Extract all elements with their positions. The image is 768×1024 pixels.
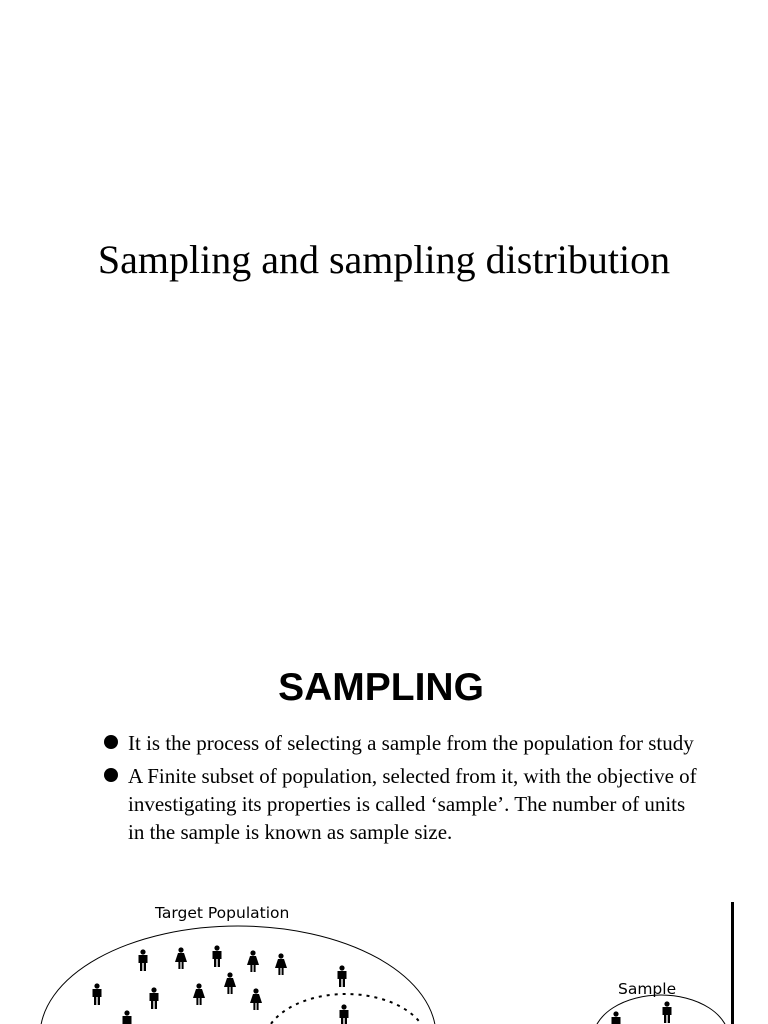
person-icon xyxy=(175,947,187,969)
person-icon xyxy=(139,949,148,971)
bullet-list xyxy=(104,729,704,851)
person-icon xyxy=(612,1011,621,1024)
person-icon xyxy=(123,1010,132,1024)
sampling-slide xyxy=(0,560,768,1024)
person-icon xyxy=(213,945,222,967)
bullet-item xyxy=(104,729,704,757)
person-icon xyxy=(193,983,205,1005)
population-sample-diagram xyxy=(0,896,768,1024)
target-population-label: Target Population xyxy=(155,904,290,922)
person-icon xyxy=(150,987,159,1009)
bullet-dot-icon xyxy=(104,735,118,749)
sample-label: Sample xyxy=(618,980,677,998)
bullet-item xyxy=(104,762,704,846)
person-icon xyxy=(247,950,259,972)
diagram-graphic xyxy=(0,896,768,1024)
person-icon xyxy=(275,953,287,975)
bullet-dot-icon xyxy=(104,768,118,782)
slide-heading: SAMPLING xyxy=(278,666,484,709)
slide-title: Sampling and sampling distribution xyxy=(97,237,671,282)
person-icon xyxy=(224,972,236,994)
vertical-divider xyxy=(731,902,734,1024)
bullet-text: A Finite subset of population, selected from it, with the objective of investigating its properties is called ‘sample’. The number of units in the sample is known as sample size. xyxy=(128,764,697,844)
person-icon xyxy=(250,988,262,1010)
person-icon xyxy=(663,1001,672,1023)
person-icon xyxy=(340,1004,349,1024)
bullet-text: It is the process of selecting a sample from the population for study xyxy=(128,731,694,755)
person-icon xyxy=(93,983,102,1005)
population-ellipse xyxy=(40,926,436,1024)
person-icon xyxy=(338,965,347,987)
